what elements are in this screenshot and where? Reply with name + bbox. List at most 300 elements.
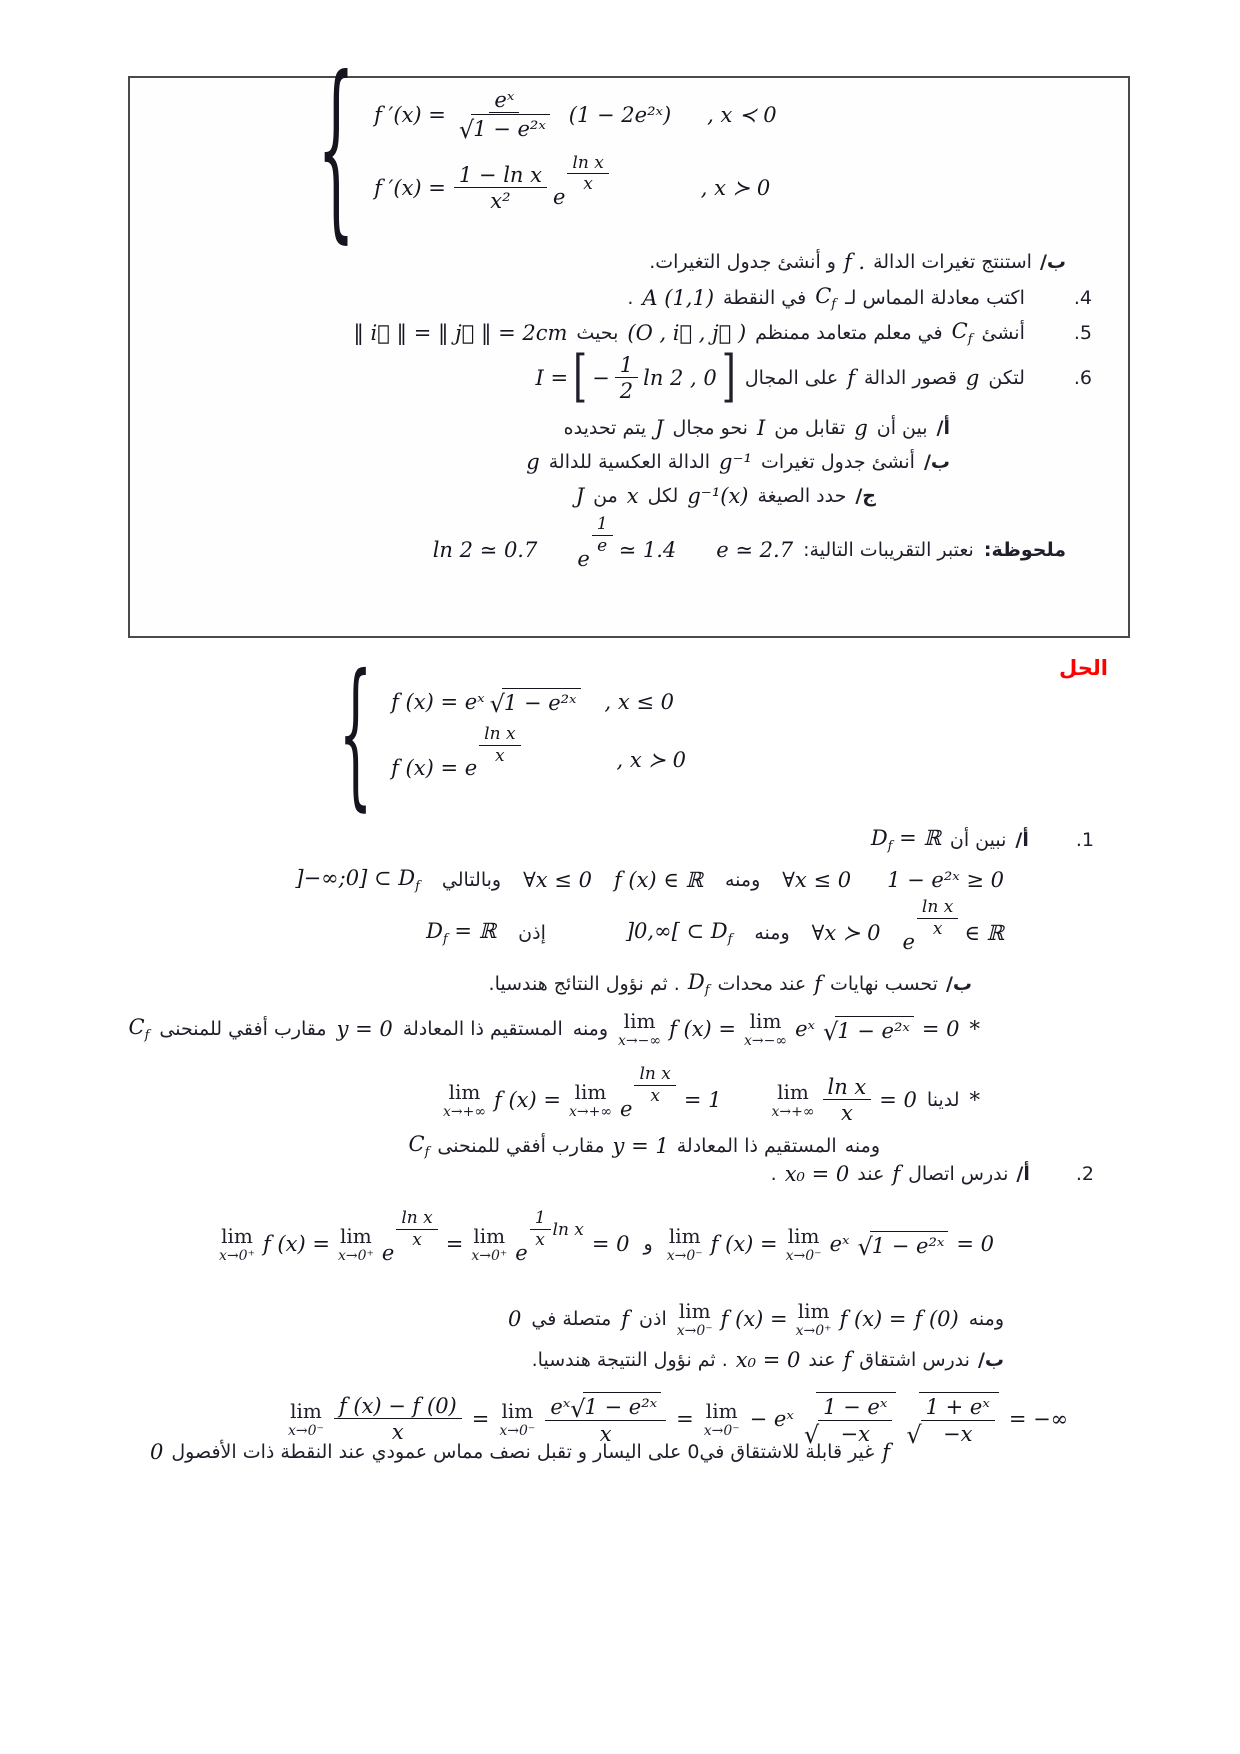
part-label: أ/ — [1016, 1163, 1030, 1185]
f-of-0: f (0) — [914, 1307, 959, 1331]
curve-subscript: f — [424, 1145, 430, 1161]
y-equals-1: y = 1 — [612, 1134, 669, 1159]
radical-icon: √ — [822, 1017, 839, 1046]
frac-denominator: x — [535, 1230, 545, 1250]
arabic-text: متصلة في — [531, 1308, 612, 1330]
system-brace: { — [338, 641, 373, 827]
D-subscript: f — [415, 879, 420, 895]
g-inverse-of-x: g⁻¹(x) — [687, 484, 749, 508]
f-symbol: f — [892, 1162, 901, 1186]
curve-letter: C — [951, 318, 968, 343]
interval-tail: ln 2 , 0 — [643, 366, 717, 390]
arabic-text: اكتب معادلة المماس لـ — [845, 287, 1025, 310]
arabic-text: على المجال — [744, 367, 839, 389]
minus-sign: − — [592, 366, 610, 390]
lim-word: lim — [797, 1298, 830, 1323]
power-exponent — [567, 154, 608, 195]
power-exponent — [634, 1065, 675, 1106]
interval-lhs: I = — [535, 366, 569, 390]
frac-denominator: x — [932, 919, 943, 939]
approx-value: ≃ 1.4 — [618, 538, 677, 562]
power-base: e — [902, 929, 915, 954]
J-symbol: J — [575, 484, 585, 508]
equal-limits-equation — [676, 1298, 959, 1339]
domain-equals-R — [426, 919, 496, 947]
exp-power — [381, 1208, 438, 1265]
condition: , x ≻ 0 — [616, 747, 687, 772]
arabic-text: أنشئ جدول تغيرات — [760, 451, 915, 473]
limit-operator — [676, 1298, 713, 1339]
exp-power — [577, 514, 612, 571]
f-case-positive — [391, 724, 687, 781]
arabic-text: مقارب أفقي للمنحنى — [159, 1018, 327, 1040]
cf-symbol — [129, 1015, 150, 1043]
derivative-system — [310, 37, 777, 262]
interval-subset — [295, 866, 420, 894]
arabic-text: إذن — [518, 922, 546, 944]
frac-numerator: ln x — [634, 1065, 675, 1086]
exponent-fraction — [917, 898, 958, 939]
x0-equals-0: x₀ = 0 — [784, 1162, 850, 1186]
arabic-text: بين أن — [876, 417, 928, 439]
asymptote-y1 — [408, 1132, 880, 1160]
power-exponent — [530, 1209, 584, 1250]
fx-equals: f (x) = — [710, 1232, 778, 1256]
approx-ln2: ln 2 ≃ 0.7 — [432, 538, 538, 562]
arabic-text: ومنه — [754, 922, 790, 944]
limit-operator — [785, 1223, 822, 1264]
radicand — [816, 1392, 896, 1445]
exp-power — [552, 152, 609, 209]
e-power-x: eˣ — [829, 1232, 850, 1256]
frac-denominator: 2 — [619, 379, 634, 403]
I-symbol: I — [756, 416, 766, 440]
sqrt-expression — [822, 1016, 914, 1046]
arabic-text: من — [593, 485, 618, 507]
part-label: ب/ — [923, 451, 950, 473]
question-part-b — [649, 250, 1066, 274]
equals-R: = ℝ — [899, 826, 941, 850]
arabic-text: لتكن — [988, 367, 1025, 389]
exp-power — [902, 897, 958, 954]
period: . — [770, 1163, 777, 1185]
g-inverse-symbol: g⁻¹ — [719, 450, 752, 474]
lim-subscript: x→0⁺ — [219, 1247, 255, 1264]
sqrt-expression — [906, 1392, 999, 1449]
lim-word: lim — [340, 1223, 372, 1248]
f-lhs: f (x) = eˣ — [391, 689, 485, 714]
arabic-text: نحو مجال — [672, 417, 748, 439]
item-number: .5 — [1073, 322, 1092, 344]
curve-subscript: f — [831, 297, 837, 313]
bracket-right: ] — [721, 345, 736, 409]
solution-part-b2 — [532, 1348, 1004, 1372]
point-coordinates: A (1,1) — [642, 286, 715, 311]
in-R: ∈ ℝ — [964, 921, 1004, 945]
power-base: e — [381, 1240, 395, 1265]
frac-numerator: eˣ — [489, 88, 519, 113]
lim-word: lim — [473, 1223, 506, 1248]
arabic-text: في معلم متعامد ممنظم — [755, 322, 943, 344]
final-conclusion — [150, 1440, 890, 1464]
sqrt-expression — [570, 1392, 661, 1423]
function-system — [332, 641, 687, 827]
frac-denominator: e — [597, 536, 608, 556]
period: . — [627, 287, 634, 310]
power-exponent — [396, 1209, 437, 1250]
lim-subscript: x→+∞ — [443, 1103, 487, 1120]
difference-quotient — [334, 1394, 462, 1444]
frac-numerator: 1 − eˣ — [818, 1395, 892, 1420]
equals-minus-infinity: = −∞ — [1008, 1407, 1069, 1431]
radical-icon: √ — [803, 1420, 820, 1449]
frac-numerator: ln x — [823, 1075, 872, 1100]
D-letter: D — [687, 970, 705, 994]
arabic-text: لدينا — [926, 1089, 960, 1111]
exp-power — [515, 1208, 584, 1265]
question-item-6a — [564, 416, 950, 440]
item-number: .1 — [1075, 829, 1094, 852]
curve-letter: C — [815, 284, 832, 308]
lim-word: lim — [574, 1079, 607, 1104]
equals-sign: = — [471, 1407, 490, 1431]
equals-zero: = 0 — [956, 1232, 994, 1256]
e-power-x: eˣ — [795, 1017, 815, 1041]
frac-numerator: f (x) − f (0) — [334, 1394, 462, 1419]
condition: , x ≤ 0 — [604, 689, 675, 714]
system-lines — [374, 88, 777, 214]
part-label: ب/ — [977, 1349, 1004, 1371]
fraction — [818, 1395, 892, 1445]
f-symbol: f . — [843, 250, 866, 274]
lim-word: lim — [448, 1079, 481, 1104]
arabic-text: ومنه — [572, 1018, 609, 1040]
equals-sign: = — [445, 1232, 464, 1256]
frac-numerator: 1 + eˣ — [921, 1395, 995, 1420]
frac-denominator: x — [412, 1230, 422, 1250]
arabic-text: ومنه — [844, 1135, 880, 1158]
item-number: .2 — [1075, 1163, 1094, 1185]
f-symbol: f — [882, 1440, 890, 1464]
arabic-text: . ثم نؤول النتائج هندسيا. — [488, 973, 680, 996]
D-subscript: f — [704, 983, 710, 999]
curve-subscript: f — [144, 1028, 150, 1044]
right-limit-equation — [219, 1208, 630, 1265]
question-item-6c — [576, 484, 876, 508]
approx-e-power — [577, 514, 677, 571]
fraction — [823, 1075, 872, 1125]
exponent-fraction — [396, 1209, 437, 1250]
limit-operator — [618, 1008, 662, 1049]
equals-zero: = 0 — [921, 1017, 960, 1041]
power-exponent — [592, 515, 613, 556]
note-label: ملحوظة: — [983, 539, 1066, 561]
item-number: .6 — [1073, 367, 1092, 389]
solution-part-b1 — [489, 970, 972, 998]
lim-subscript: x→0⁻ — [666, 1247, 703, 1264]
limit-operator — [288, 1398, 324, 1439]
conjunction: و — [643, 1233, 653, 1255]
frac-numerator: 1 — [615, 353, 638, 378]
lim-word: lim — [777, 1079, 809, 1104]
part-label: ج/ — [855, 485, 876, 507]
exponent-fraction — [567, 154, 608, 195]
f-symbol: f — [843, 1348, 852, 1372]
g-symbol: g — [854, 416, 868, 440]
limit-operator — [703, 1398, 740, 1439]
arabic-text: ندرس اشتقاق — [859, 1349, 970, 1371]
f-case-negative — [391, 688, 686, 718]
arabic-text: تحسب نهايات — [829, 973, 938, 996]
exp-power — [620, 1064, 676, 1121]
x0-equals-0: x₀ = 0 — [735, 1348, 801, 1372]
lim-word: lim — [668, 1223, 701, 1248]
limit-operator — [443, 1079, 487, 1120]
arabic-text: مقارب أفقي للمنحنى — [437, 1135, 605, 1158]
arabic-text: أنشئ — [981, 322, 1025, 344]
cf-symbol — [815, 284, 836, 312]
fx-equals: f (x) = — [720, 1307, 788, 1331]
arabic-text: غير قابلة للاشتقاق في0 على اليسار و تقبل نصف مماس عمودي عند النقطة ذات الأفصول — [171, 1441, 875, 1463]
lim-subscript: x→0⁻ — [676, 1322, 713, 1339]
arabic-text: قصور الدالة — [864, 367, 957, 389]
frac-numerator: ln x — [479, 725, 520, 746]
fprime-lhs: f ′(x) = — [374, 176, 446, 201]
quantifier: ∀x ≤ 0 — [523, 868, 592, 893]
arabic-text: عند محدات — [717, 973, 807, 996]
limit-operator — [499, 1398, 536, 1439]
interval-definition — [535, 345, 736, 409]
frac-numerator: 1 — [592, 515, 613, 536]
bullet-star: * — [969, 1017, 980, 1041]
limit-operator — [337, 1223, 374, 1264]
lim-word: lim — [623, 1008, 656, 1033]
frac-denominator: x — [650, 1086, 660, 1106]
frac-numerator: ln x — [396, 1209, 437, 1230]
arabic-text: و أنشئ جدول التغيرات. — [649, 251, 836, 273]
arabic-text: يتم تحديده — [563, 417, 647, 439]
exponent-fraction — [634, 1065, 675, 1106]
frac-numerator — [545, 1392, 666, 1423]
quantifier: ∀x ≻ 0 — [811, 921, 881, 945]
part-label: أ/ — [936, 417, 950, 439]
D-letter: D — [870, 826, 888, 850]
bullet-star: * — [969, 1088, 980, 1112]
exp-power — [391, 724, 520, 781]
lnx-over-x-limit — [771, 1075, 916, 1125]
power-base: e — [515, 1240, 528, 1265]
zero-value: 0 — [508, 1307, 522, 1331]
frac-denominator: −x — [840, 1421, 870, 1446]
norm-equation: ‖ i⃗ ‖ = ‖ j⃗ ‖ = 2cm — [353, 321, 568, 345]
limit-operator — [471, 1223, 508, 1264]
half-fraction — [615, 353, 638, 403]
fx-equals: f (x) = — [669, 1017, 737, 1041]
D-subscript: f — [442, 932, 448, 948]
arabic-text: عند — [857, 1163, 885, 1185]
limit-operator — [795, 1298, 832, 1339]
fx-equals: f (x) = — [494, 1088, 561, 1112]
f-symbol: f — [814, 972, 822, 997]
lim-subscript: x→0⁻ — [499, 1422, 536, 1439]
exponent-fraction — [592, 515, 613, 556]
lim-word: lim — [290, 1398, 322, 1423]
e-power-x: eˣ — [550, 1395, 571, 1420]
system-lines — [391, 688, 686, 780]
lim-subscript: x→−∞ — [744, 1032, 788, 1049]
J-symbol: J — [655, 416, 664, 440]
question-item-4 — [627, 284, 1092, 312]
fx-equals: f (x) = — [839, 1307, 907, 1331]
frac-denominator: x — [495, 745, 505, 766]
arabic-text: المستقيم ذا المعادلة — [402, 1018, 563, 1040]
radicand — [919, 1392, 999, 1445]
sqrt-expression — [489, 688, 581, 718]
condition: , x ≺ 0 — [707, 102, 777, 127]
fprime-case-negative — [374, 88, 777, 145]
frac-denominator — [454, 113, 555, 145]
arabic-text: في النقطة — [723, 287, 807, 310]
power-base: e — [552, 184, 566, 209]
note-line — [403, 514, 1066, 582]
fraction — [921, 1395, 995, 1445]
radicand: 1 − e²ˣ — [835, 1016, 914, 1043]
arabic-text: وبالتالي — [441, 869, 502, 892]
arabic-text: بحيث — [576, 322, 619, 344]
arabic-text: ومنه — [968, 1308, 1004, 1330]
arabic-text: تقابل من — [774, 417, 846, 439]
arabic-text: . ثم نؤول النتيجة هندسيا. — [531, 1349, 728, 1371]
lim-subscript: x→0⁻ — [703, 1422, 740, 1439]
arabic-text: المستقيم ذا المعادلة — [676, 1135, 837, 1158]
lim-word: lim — [749, 1008, 782, 1033]
domain-argument-2 — [426, 897, 1004, 964]
power-base: e — [620, 1096, 633, 1121]
arabic-text: ندرس اتصال — [908, 1163, 1009, 1185]
system-brace: { — [317, 37, 355, 262]
equals-zero: = 0 — [591, 1232, 630, 1256]
arabic-text: عند — [808, 1349, 836, 1371]
arabic-text: لكل — [647, 485, 679, 507]
f-symbol: f — [621, 1307, 630, 1331]
frac-denominator: x — [840, 1101, 853, 1125]
question-item-6b — [526, 450, 950, 474]
f-symbol: f — [847, 366, 856, 390]
frac-denominator: x — [391, 1420, 404, 1444]
subset-expression: ]0,∞[ ⊂ D — [625, 918, 728, 943]
arabic-text: استنتج تغيرات الدالة — [873, 251, 1032, 273]
equals-R: = ℝ — [454, 918, 497, 943]
lim-subscript: x→0⁻ — [785, 1247, 822, 1264]
radicand: 1 − e²ˣ — [870, 1231, 949, 1258]
equals-one: = 1 — [683, 1088, 722, 1112]
exponent-fraction — [530, 1209, 551, 1250]
arabic-text: الدالة العكسية للدالة — [548, 451, 711, 473]
limit-equation — [618, 1008, 960, 1049]
domain-symbol — [688, 970, 710, 998]
lim-word: lim — [705, 1398, 738, 1423]
part-label: أ/ — [1015, 829, 1029, 852]
limit-plus-infinity — [443, 1062, 980, 1138]
equals-sign: = — [676, 1407, 694, 1431]
f-lhs: f (x) = e — [391, 756, 478, 781]
D-letter: D — [426, 918, 443, 943]
limit-operator — [219, 1223, 255, 1264]
g-symbol: g — [526, 450, 540, 474]
g-symbol: g — [965, 366, 980, 390]
solution-item-2 — [771, 1162, 1094, 1186]
limit-operator — [744, 1008, 788, 1049]
power-exponent — [479, 725, 520, 766]
solution-item-1 — [871, 826, 1094, 854]
cf-symbol — [952, 319, 973, 347]
frac-numerator: ln x — [917, 898, 958, 919]
radical-icon: √ — [458, 116, 475, 145]
fprime-lhs: f ′(x) = — [374, 102, 446, 127]
exponent-lnx: ln x — [552, 1220, 584, 1240]
limit-operator — [771, 1079, 815, 1120]
f-limit-equation — [443, 1064, 722, 1121]
bracket-left: [ — [573, 345, 588, 409]
lim-subscript: x→+∞ — [771, 1103, 815, 1120]
item-number: .4 — [1073, 287, 1092, 310]
part-label: ب/ — [945, 973, 972, 996]
lim-word: lim — [678, 1298, 711, 1323]
lim-word: lim — [501, 1398, 534, 1423]
fx-in-R: f (x) ∈ ℝ — [613, 868, 703, 893]
lim-word: lim — [221, 1223, 253, 1248]
minus-e-power-x: − eˣ — [749, 1407, 794, 1431]
lim-subscript: x→−∞ — [618, 1032, 662, 1049]
radicand: 1 − e²ˣ — [471, 114, 550, 141]
frame-notation: (O , i⃗ , j⃗ ) — [627, 321, 747, 345]
y-equals-0: y = 0 — [336, 1017, 393, 1041]
x-symbol: x — [626, 484, 639, 508]
lim-subscript: x→0⁺ — [471, 1247, 508, 1264]
e-power-in-R — [902, 897, 1004, 954]
fraction — [454, 163, 547, 213]
solution-heading — [1059, 656, 1108, 680]
zero-value: 0 — [149, 1440, 164, 1464]
curve-letter: C — [408, 1132, 425, 1156]
exponent-fraction — [479, 725, 520, 766]
fraction — [545, 1392, 666, 1445]
cf-symbol — [408, 1132, 429, 1160]
arabic-text: اذن — [639, 1308, 667, 1330]
frac-numerator: 1 − ln x — [454, 163, 547, 188]
inequality: 1 − e²ˣ ≥ 0 — [887, 868, 1004, 893]
sqrt-expression — [857, 1231, 948, 1261]
lim-word: lim — [787, 1223, 820, 1248]
power-base: e — [577, 546, 590, 571]
lim-subscript: x→0⁻ — [288, 1422, 324, 1439]
arabic-text: حدد الصيغة — [757, 485, 847, 507]
radical-icon: √ — [489, 690, 505, 718]
one-sided-limits — [219, 1198, 994, 1290]
curve-letter: C — [128, 1014, 145, 1039]
subset-expression: ]−∞;0] ⊂ D — [295, 866, 416, 890]
question-item-6 — [536, 346, 1093, 410]
continuity-conclusion — [508, 1290, 1004, 1348]
solution-label: الحل — [1059, 656, 1108, 680]
radical-icon: √ — [570, 1394, 586, 1423]
equals-zero: = 0 — [879, 1088, 917, 1112]
radical-icon: √ — [906, 1420, 922, 1449]
lim-subscript: x→0⁺ — [337, 1247, 374, 1264]
approx-e: e ≃ 2.7 — [716, 538, 794, 562]
fraction — [454, 88, 555, 145]
condition: , x ≻ 0 — [700, 176, 771, 201]
